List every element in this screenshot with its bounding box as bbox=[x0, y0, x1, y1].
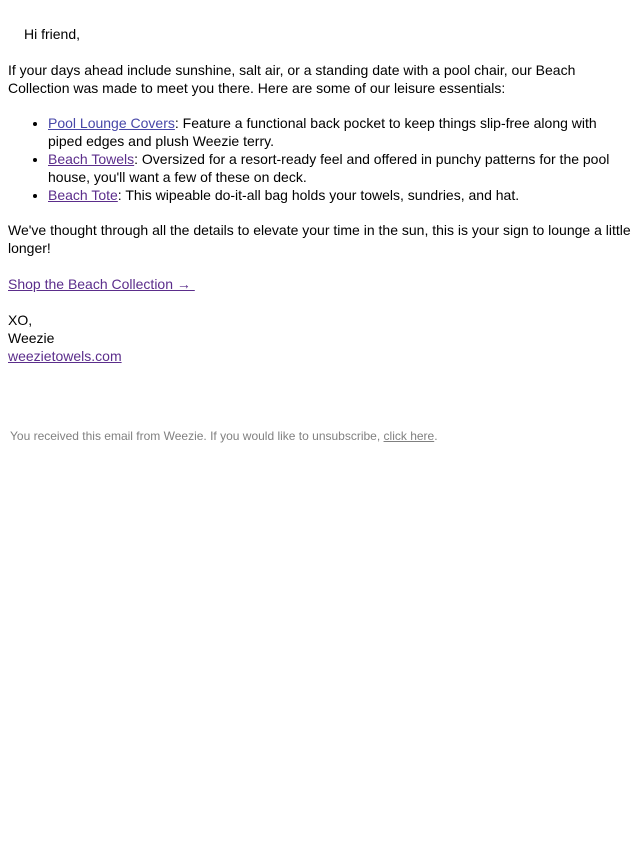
cta-row bbox=[8, 275, 632, 293]
footer-text-after: . bbox=[434, 429, 438, 443]
list-item bbox=[48, 150, 632, 186]
list-item bbox=[48, 114, 632, 150]
signoff-block bbox=[8, 311, 632, 365]
pool-lounge-covers-link[interactable]: Pool Lounge Covers bbox=[48, 115, 175, 131]
signoff-xo: XO, bbox=[8, 312, 33, 328]
signoff-weezie: Weezie bbox=[8, 330, 55, 346]
unsubscribe-link[interactable]: click here bbox=[383, 429, 435, 443]
weezietowels-link[interactable]: weezietowels.com bbox=[8, 348, 122, 364]
shop-beach-collection-link[interactable]: Shop the Beach Collection → bbox=[8, 276, 195, 292]
outro-paragraph: We've thought through all the details to elevate your time in the sun, this is your sign to lounge a little longer! bbox=[8, 222, 631, 256]
list-item bbox=[48, 186, 632, 204]
beach-tote-link[interactable]: Beach Tote bbox=[48, 187, 118, 203]
list-item-description: : This wipeable do-it-all bag holds your towels, sundries, and hat. bbox=[117, 187, 520, 203]
footer-text-before: You received this email from Weezie. If you would like to unsubscribe, bbox=[10, 429, 384, 443]
beach-towels-link[interactable]: Beach Towels bbox=[48, 151, 135, 167]
essentials-list bbox=[8, 114, 632, 204]
greeting-text: Hi friend, bbox=[24, 26, 81, 42]
list-item-description: : Oversized for a resort-ready feel and offered in punchy patterns for the pool house, you'll want a few of these on deck. bbox=[48, 151, 610, 185]
list-item-description: : Feature a functional back pocket to keep things slip-free along with piped edges and plush Weezie terry. bbox=[48, 115, 597, 149]
footer-text bbox=[10, 429, 632, 444]
email-body bbox=[8, 0, 632, 444]
intro-paragraph: If your days ahead include sunshine, salt air, or a standing date with a pool chair, our Beach Collection was made to meet you there. Here are some of our leisure essentials: bbox=[8, 62, 576, 96]
